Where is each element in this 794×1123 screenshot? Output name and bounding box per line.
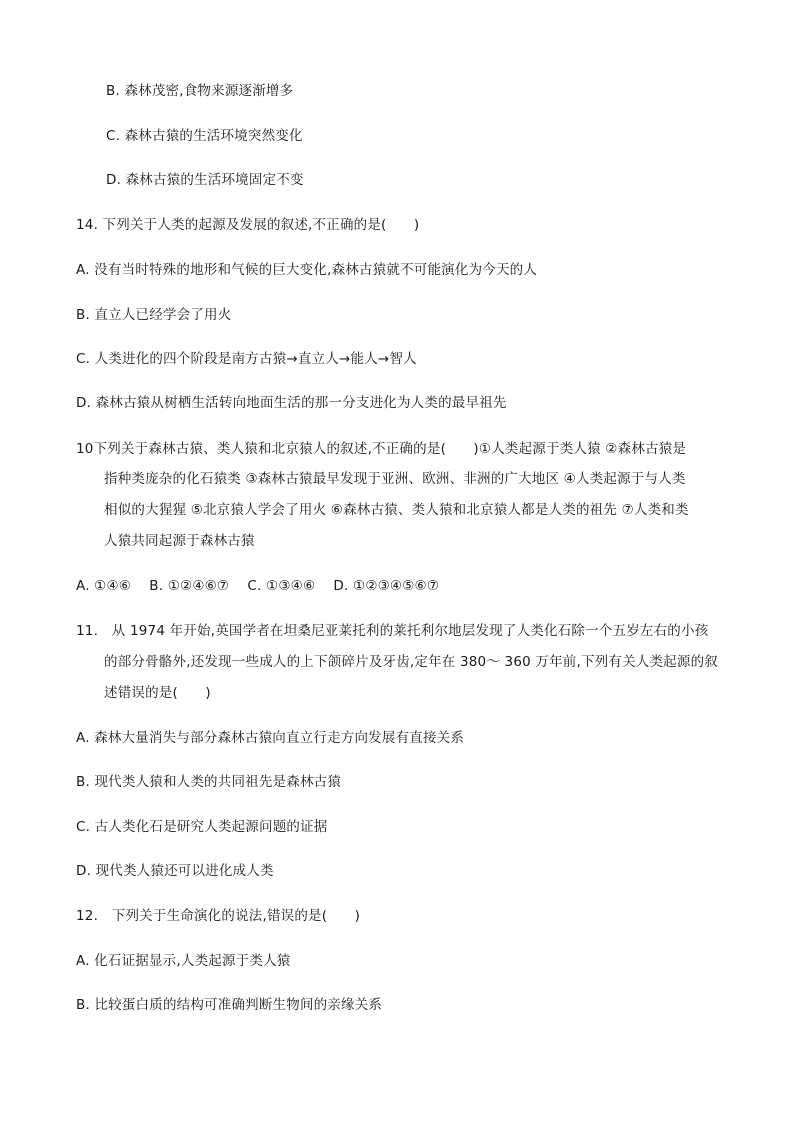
q10-options: A. ①④⑥ B. ①②④⑥⑦ C. ①③④⑥ D. ①②③④⑤⑥⑦ bbox=[76, 578, 440, 594]
prev-option-d: D. 森林古猿的生活环境固定不变 bbox=[106, 172, 304, 188]
q11-stem-line: 述错误的是( ) bbox=[104, 685, 211, 701]
q10-stem-line: 人猿共同起源于森林古猿 bbox=[104, 533, 255, 549]
q10-stem-line: 相似的大猩猩 ⑤北京猿人学会了用火 ⑥森林古猿、类人猿和北京猿人都是人类的祖先 ⑦人类和类 bbox=[104, 502, 689, 518]
q12-option-b: B. 比较蛋白质的结构可准确判断生物间的亲缘关系 bbox=[76, 997, 383, 1013]
q10-stem-line: 指种类庞杂的化石猿类 ③森林古猿最早发现于亚洲、欧洲、非洲的广大地区 ④人类起源于与人类 bbox=[104, 471, 686, 487]
prev-option-b: B. 森林茂密,食物来源逐渐增多 bbox=[106, 83, 294, 99]
q12-option-a: A. 化石证据显示,人类起源于类人猿 bbox=[76, 953, 291, 969]
q14-option-a: A. 没有当时特殊的地形和气候的巨大变化,森林古猿就不可能演化为今天的人 bbox=[76, 262, 538, 278]
q10-stem-line: 10下列关于森林古猿、类人猿和北京猿人的叙述,不正确的是( )①人类起源于类人猿 ②森林古猿是 bbox=[76, 441, 687, 457]
q11-stem-line: 11. 从 1974 年开始,英国学者在坦桑尼亚莱托利的莱托利尔地层发现了人类化石除一个五岁左右的小孩 bbox=[76, 623, 709, 639]
q11-option-d: D. 现代类人猿还可以进化成人类 bbox=[76, 863, 274, 879]
q11-stem-line: 的部分骨骼外,还发现一些成人的上下颌碎片及牙齿,定年在 380～ 360 万年前,下列有关人类起源的叙 bbox=[104, 654, 718, 670]
q14-stem: 14. 下列关于人类的起源及发展的叙述,不正确的是( ) bbox=[76, 217, 420, 233]
q12-stem: 12. 下列关于生命演化的说法,错误的是( ) bbox=[76, 908, 361, 924]
q14-option-d: D. 森林古猿从树栖生活转向地面生活的那一分支进化为人类的最早祖先 bbox=[76, 395, 507, 411]
q14-option-b: B. 直立人已经学会了用火 bbox=[76, 307, 232, 323]
q11-option-a: A. 森林大量消失与部分森林古猿向直立行走方向发展有直接关系 bbox=[76, 730, 465, 746]
q11-option-b: B. 现代类人猿和人类的共同祖先是森林古猿 bbox=[76, 774, 342, 790]
prev-option-c: C. 森林古猿的生活环境突然变化 bbox=[106, 128, 303, 144]
q14-option-c: C. 人类进化的四个阶段是南方古猿→直立人→能人→智人 bbox=[76, 351, 417, 367]
q11-option-c: C. 古人类化石是研究人类起源问题的证据 bbox=[76, 819, 328, 835]
